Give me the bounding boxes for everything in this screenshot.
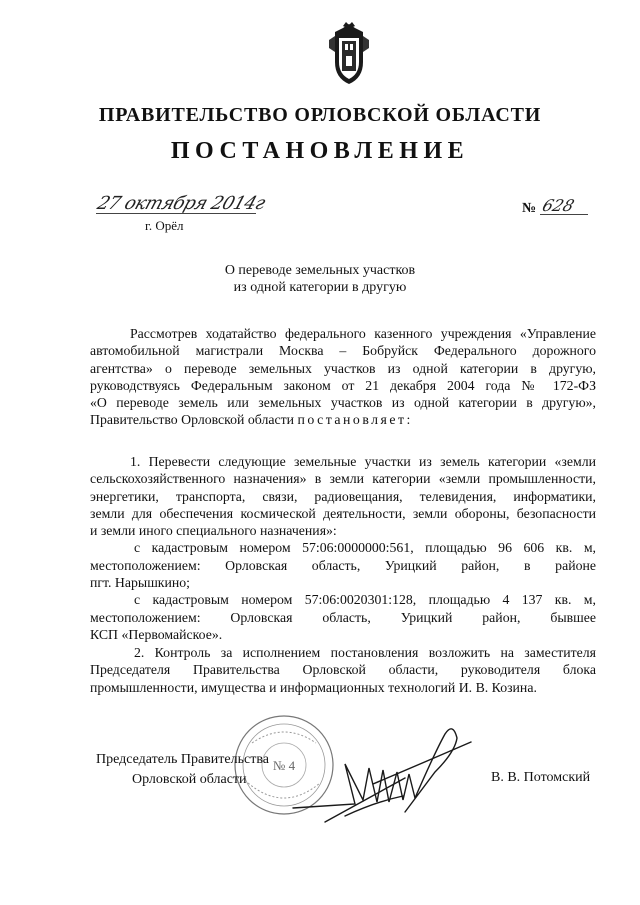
item-1-paragraph bbox=[90, 453, 596, 643]
text-line: 2. Контроль за исполнением постановления возложить на заместителя bbox=[134, 645, 596, 660]
text-line: «О переводе земель или земельных участков из одной категории в другую», bbox=[90, 395, 596, 411]
subject-line: из одной категории в другую bbox=[233, 280, 407, 295]
government-title: ПРАВИТЕЛЬСТВО ОРЛОВСКОЙ ОБЛАСТИ bbox=[98, 104, 542, 126]
text-line: агентства» о переводе земельных участков из одной категории в другую, bbox=[90, 360, 596, 376]
text-line: земли для обеспечения космической деятельности, земли обороны, безопасности bbox=[90, 505, 596, 521]
position-line: Председатель Правительства bbox=[96, 752, 269, 767]
text-line: Рассмотрев ходатайство федерального казенного учреждения «Управление bbox=[130, 326, 596, 341]
stamp-number: № 4 bbox=[272, 758, 296, 773]
text-line: с кадастровым номером 57:06:0000000:561, площадью 96 606 кв. м, bbox=[134, 540, 596, 556]
text-line: Председателя Правительства Орловской области, руководителя блока bbox=[90, 662, 596, 678]
text-line: автомобильной магистрали Москва – Бобруйск Федерального дорожного bbox=[90, 343, 596, 359]
document-type-heading: ПОСТАНОВЛЕНИЕ bbox=[170, 138, 470, 164]
text-line: 1. Перевести следующие земельные участки из земель категории «земли bbox=[130, 454, 596, 469]
text-line: сельскохозяйственного назначения» в земли категории «земли промышленности, bbox=[90, 471, 596, 487]
handwritten-date: 27 октября 2014г bbox=[94, 193, 268, 214]
signatory-position bbox=[96, 750, 269, 790]
preamble-paragraph bbox=[90, 325, 596, 429]
signatory-name: В. В. Потомский bbox=[491, 770, 591, 785]
number-underline bbox=[540, 214, 588, 215]
text-line: с кадастровым номером 57:06:0020301:128, площадью 4 137 кв. м, bbox=[134, 592, 596, 608]
item-2-paragraph bbox=[90, 644, 596, 696]
position-line: Орловской области bbox=[132, 772, 247, 787]
handwritten-signature-icon bbox=[285, 712, 475, 830]
date-underline bbox=[96, 213, 256, 214]
text-line: промышленности, имущества и информационных технологий И. В. Козина. bbox=[90, 679, 537, 695]
text-line: пгт. Нарышкино; bbox=[90, 575, 191, 591]
orel-coat-of-arms-icon bbox=[327, 22, 371, 86]
document-subject bbox=[0, 262, 640, 296]
text-line: энергетики, транспорта, связи, радиовещания, телевидения, информатики, bbox=[90, 488, 596, 504]
city-label: г. Орёл bbox=[145, 218, 184, 233]
handwritten-number: 628 bbox=[539, 196, 577, 215]
text-segment: Правительство Орловской области bbox=[90, 412, 298, 428]
text-line: КСП «Первомайское». bbox=[90, 626, 223, 642]
subject-line: О переводе земельных участков bbox=[224, 263, 416, 278]
text-line: местоположением: Орловская область, Урицкий район, бывшее bbox=[90, 609, 596, 625]
number-label: № bbox=[522, 201, 537, 216]
text-line: руководствуясь Федеральным законом от 21 декабря 2004 года № 172-ФЗ bbox=[90, 377, 596, 393]
text-line bbox=[90, 411, 596, 428]
decision-keyword: постановляет: bbox=[297, 412, 413, 428]
text-line: и земли иного специального назначения»: bbox=[90, 523, 337, 539]
text-line: местоположением: Орловская область, Урицкий район, в районе bbox=[90, 557, 596, 573]
